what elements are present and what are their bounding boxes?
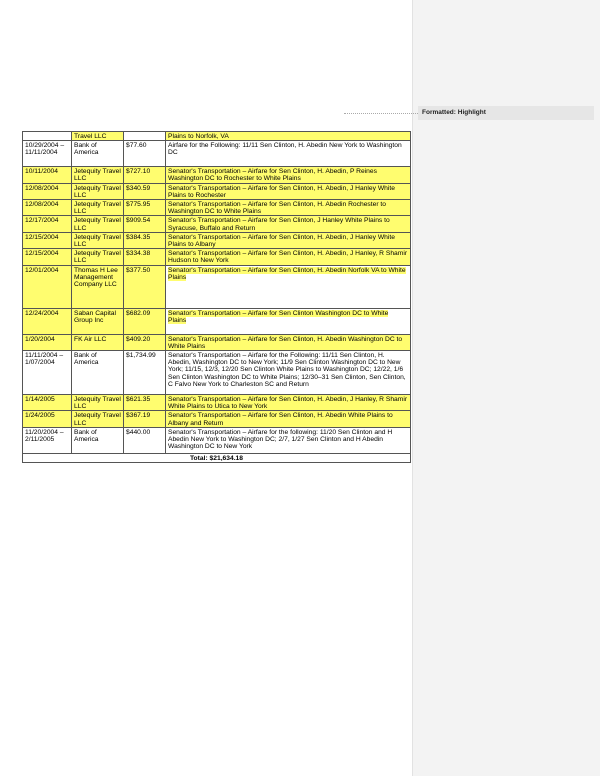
date-cell	[23, 132, 72, 141]
amount-cell: $77.60	[124, 141, 166, 167]
vendor-cell: FK Air LLC	[72, 334, 124, 350]
date-cell: 1/20/2004	[23, 334, 72, 350]
description-text: Senator's Transportation – Airfare for Sen Clinton Washington DC to White Plains	[168, 309, 389, 324]
description-cell: Senator's Transportation – Airfare for the Following: 11/11 Sen Clinton, H. Abedin, Washington DC to New York; 11/9 Sen Clinton Washington DC to New York; 11/15, 12/3, 12/20 Sen Clinton White Plains to Washington DC; 12/22, 1/6 Sen Clinton Washington DC to White Plains; 12/30–31 Sen Clinton, Sen Clinton, C Falvo New York to Charleston SC and Return	[166, 351, 411, 395]
table-row	[23, 265, 411, 308]
date-cell: 12/15/2004	[23, 232, 72, 248]
total-row	[23, 453, 411, 462]
vendor-cell: Jetequity Travel LLC	[72, 411, 124, 427]
amount-cell: $909.54	[124, 216, 166, 232]
comment-connector	[344, 113, 418, 114]
vendor-cell: Bank of America	[72, 351, 124, 395]
table-row	[23, 351, 411, 395]
expense-table	[22, 131, 411, 463]
date-cell: 12/08/2004	[23, 183, 72, 199]
amount-cell: $384.35	[124, 232, 166, 248]
amount-cell: $340.59	[124, 183, 166, 199]
expense-table-body	[23, 132, 411, 463]
table-row	[23, 216, 411, 232]
amount-cell: $621.35	[124, 395, 166, 411]
description-cell: Plains to Norfolk, VA	[166, 132, 411, 141]
amount-cell: $334.38	[124, 249, 166, 265]
vendor-cell: Bank of America	[72, 141, 124, 167]
vendor-cell: Jetequity Travel LLC	[72, 216, 124, 232]
vendor-cell: Jetequity Travel LLC	[72, 183, 124, 199]
amount-cell: $1,734.99	[124, 351, 166, 395]
vendor-cell: Thomas H Lee Management Company LLC	[72, 265, 124, 308]
table-row	[23, 141, 411, 167]
date-cell: 12/17/2004	[23, 216, 72, 232]
table-row	[23, 427, 411, 453]
total-cell: Total: $21,634.18	[23, 453, 411, 462]
description-text: Senator's Transportation – Airfare for Sen Clinton, H. Abedin Norfolk VA to White Plains	[168, 266, 406, 281]
date-cell: 11/11/2004 – 1/07/2004	[23, 351, 72, 395]
table-row	[23, 232, 411, 248]
description-cell: Senator's Transportation – Airfare for Sen Clinton, H. Abedin Washington DC to White Plains	[166, 334, 411, 350]
vendor-cell: Jetequity Travel LLC	[72, 200, 124, 216]
table-row	[23, 395, 411, 411]
table-row	[23, 167, 411, 183]
description-cell: Senator's Transportation – Airfare for Sen Clinton, H. Abedin, P Reines Washington DC to Rochester to White Plains	[166, 167, 411, 183]
amount-cell: $377.50	[124, 265, 166, 308]
description-cell	[166, 265, 411, 308]
date-cell: 1/24/2005	[23, 411, 72, 427]
date-cell: 10/11/2004	[23, 167, 72, 183]
amount-cell: $727.10	[124, 167, 166, 183]
table-row	[23, 308, 411, 334]
description-cell: Senator's Transportation – Airfare for Sen Clinton, H. Abedin Rochester to Washington DC to White Plains	[166, 200, 411, 216]
vendor-cell: Jetequity Travel LLC	[72, 249, 124, 265]
date-cell: 12/24/2004	[23, 308, 72, 334]
date-cell: 12/15/2004	[23, 249, 72, 265]
amount-cell: $440.00	[124, 427, 166, 453]
amount-cell: $409.20	[124, 334, 166, 350]
date-cell: 1/14/2005	[23, 395, 72, 411]
vendor-cell: Jetequity Travel LLC	[72, 395, 124, 411]
table-row	[23, 411, 411, 427]
date-cell: 10/29/2004 – 11/11/2004	[23, 141, 72, 167]
vendor-cell: Jetequity Travel LLC	[72, 232, 124, 248]
formatting-comment[interactable]: Formatted: Highlight	[418, 106, 594, 120]
table-row	[23, 200, 411, 216]
amount-cell: $775.95	[124, 200, 166, 216]
table-row	[23, 183, 411, 199]
vendor-cell: Jetequity Travel LLC	[72, 167, 124, 183]
vendor-cell: Saban Capital Group Inc	[72, 308, 124, 334]
description-cell: Senator's Transportation – Airfare for Sen Clinton, H. Abedin White Plains to Albany and Return	[166, 411, 411, 427]
description-cell	[166, 308, 411, 334]
description-cell: Senator's Transportation – Airfare for Sen Clinton, H. Abedin, J Hanley White Plains to Albany	[166, 232, 411, 248]
description-cell: Senator's Transportation – Airfare for Sen Clinton, J Hanley White Plains to Syracuse, Buffalo and Return	[166, 216, 411, 232]
amount-cell: $367.19	[124, 411, 166, 427]
vendor-cell: Bank of America	[72, 427, 124, 453]
description-cell: Senator's Transportation – Airfare for Sen Clinton, H. Abedin, J Hanley, R Shamir White Plains to Utica to New York	[166, 395, 411, 411]
description-cell: Airfare for the Following: 11/11 Sen Clinton, H. Abedin New York to Washington DC	[166, 141, 411, 167]
date-cell: 12/08/2004	[23, 200, 72, 216]
vendor-cell: Travel LLC	[72, 132, 124, 141]
table-row	[23, 249, 411, 265]
date-cell: 11/20/2004 – 2/11/2005	[23, 427, 72, 453]
amount-cell	[124, 132, 166, 141]
description-cell: Senator's Transportation – Airfare for Sen Clinton, H. Abedin, J Hanley, R Shamir Hudson to New York	[166, 249, 411, 265]
date-cell: 12/01/2004	[23, 265, 72, 308]
table-row	[23, 132, 411, 141]
amount-cell: $682.09	[124, 308, 166, 334]
description-cell: Senator's Transportation – Airfare for the following: 11/20 Sen Clinton and H Abedin New York to Washington DC; 2/7, 1/27 Sen Clinton and H Abedin Washington DC to New York	[166, 427, 411, 453]
description-cell: Senator's Transportation – Airfare for Sen Clinton, H. Abedin, J Hanley White Plains to Rochester	[166, 183, 411, 199]
table-row	[23, 334, 411, 350]
